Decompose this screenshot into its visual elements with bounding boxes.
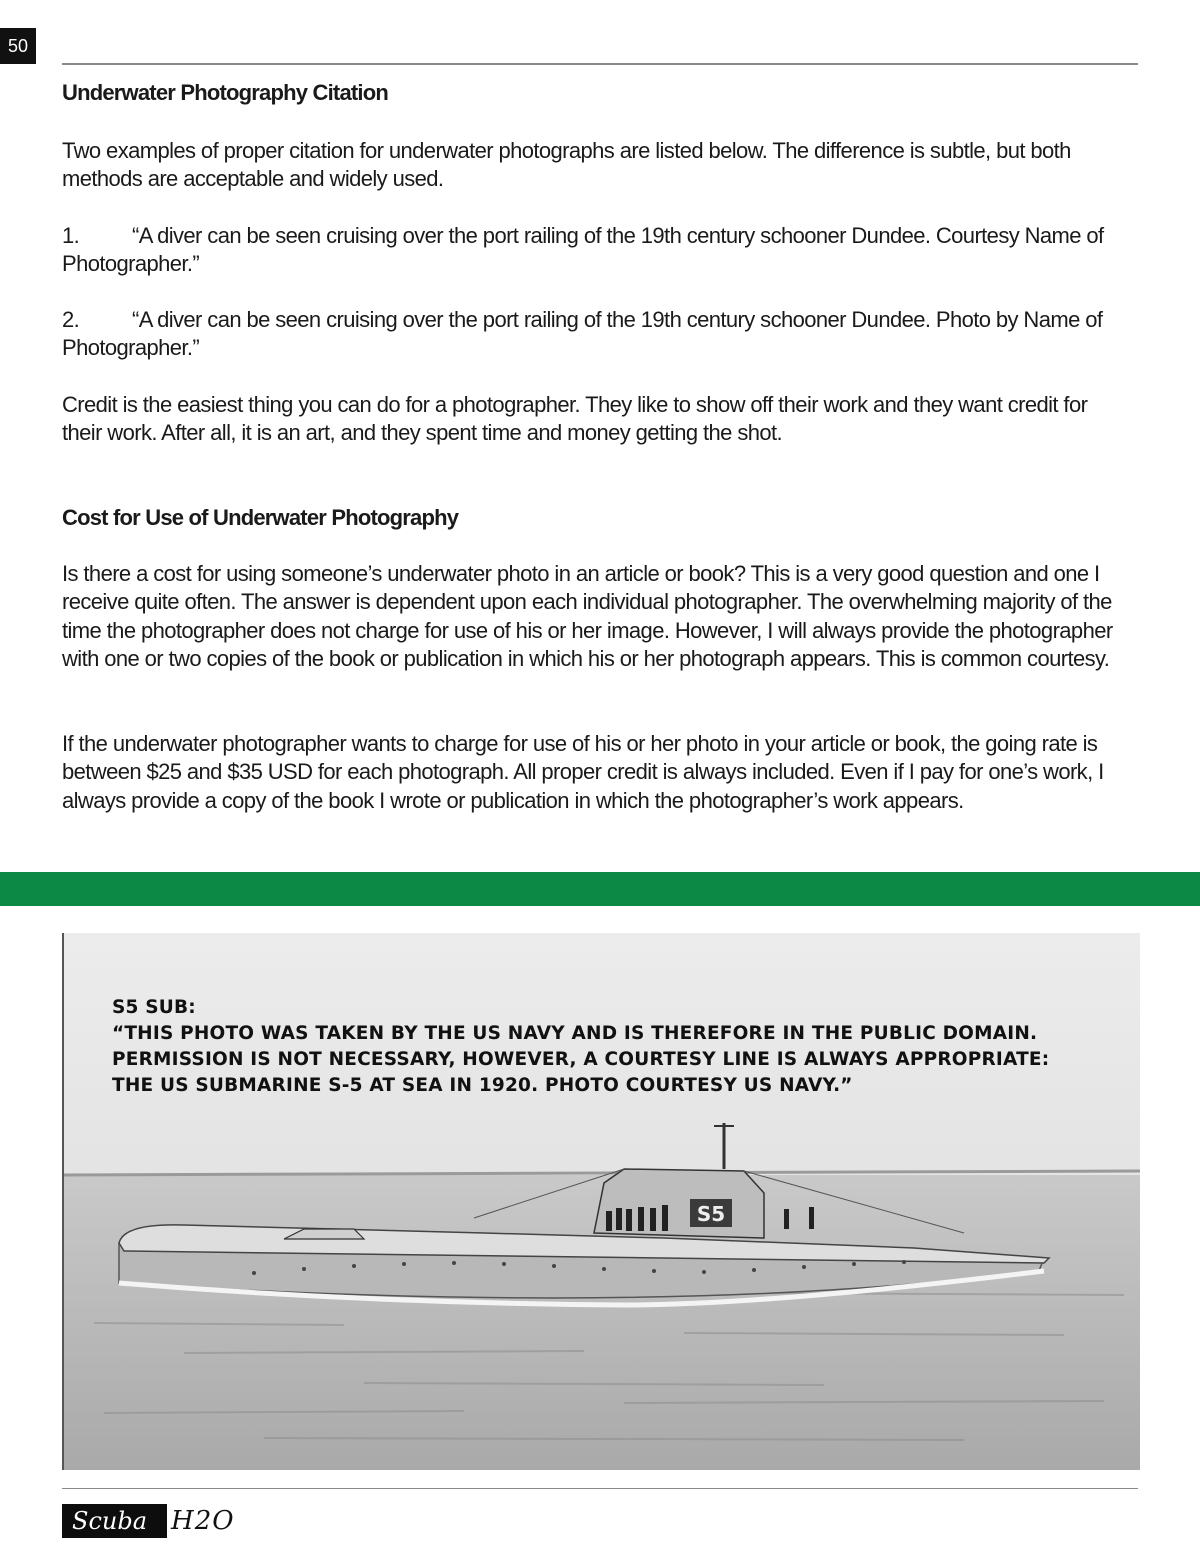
cost-heading: Cost for Use of Underwater Photography (62, 505, 459, 530)
magazine-logo (62, 1504, 235, 1538)
caption-title: S5 SUB: (112, 997, 196, 1018)
page-number: 50 (0, 28, 36, 64)
submarine-photo (62, 933, 1140, 1470)
example-2-number: 2. (62, 307, 80, 332)
top-divider (62, 63, 1138, 65)
bottom-divider (62, 1488, 1138, 1489)
citation-heading: Underwater Photography Citation (62, 80, 388, 105)
cost-paragraph-2: If the underwater photographer wants to charge for use of his or her photo in your article or book, the going rate is between $25 and $35 USD for each photograph. All proper credit is always included. Even if I pay for one’s work, I always provide a copy of the book I wrote or publication in which the photographer’s work appears. (62, 731, 1104, 813)
example-1-number: 1. (62, 223, 80, 248)
logo-suffix: H2O (171, 1506, 235, 1536)
cost-paragraph-1: Is there a cost for using someone’s underwater photo in an article or book? This is a very good question and one I receive quite often. The answer is dependent upon each individual photographer. The overwhelming majority of the time the photographer does not charge for use of his or her image. However, I will always provide the photographer with one or two copies of the book or publication in which his or her photograph appears. This is common courtesy. (62, 561, 1113, 671)
caption-body: “THIS PHOTO WAS TAKEN BY THE US NAVY AND IS THEREFORE IN THE PUBLIC DOMAIN. PERMISSION IS NOT NECESSARY, HOWEVER, A COURTESY LINE IS ALWAYS APPROPRIATE: THE US SUBMARINE S-5 AT SEA IN 1920. PHOTO COURTESY US NAVY.” (112, 1023, 1050, 1096)
credit-paragraph: Credit is the easiest thing you can do for a photographer. They like to show off their work and they want credit for their work. After all, it is an art, and they spent time and money getting the shot. (62, 392, 1088, 446)
example-1-text: “A diver can be seen cruising over the port railing of the 19th century schooner Dundee. Courtesy Name of Photographer.” (62, 223, 1104, 277)
section-divider-band (0, 872, 1200, 906)
example-2-text: “A diver can be seen cruising over the port railing of the 19th century schooner Dundee. Photo by Name of Photographer.” (62, 307, 1103, 361)
hull-marking: S5 (696, 1202, 726, 1226)
photo-caption (112, 995, 1092, 1099)
citation-example-1 (62, 222, 1122, 279)
citation-intro: Two examples of proper citation for underwater photographs are listed below. The difference is subtle, but both methods are acceptable and widely used. (62, 138, 1071, 192)
logo-main: Scuba (62, 1504, 167, 1538)
citation-example-2 (62, 306, 1122, 363)
